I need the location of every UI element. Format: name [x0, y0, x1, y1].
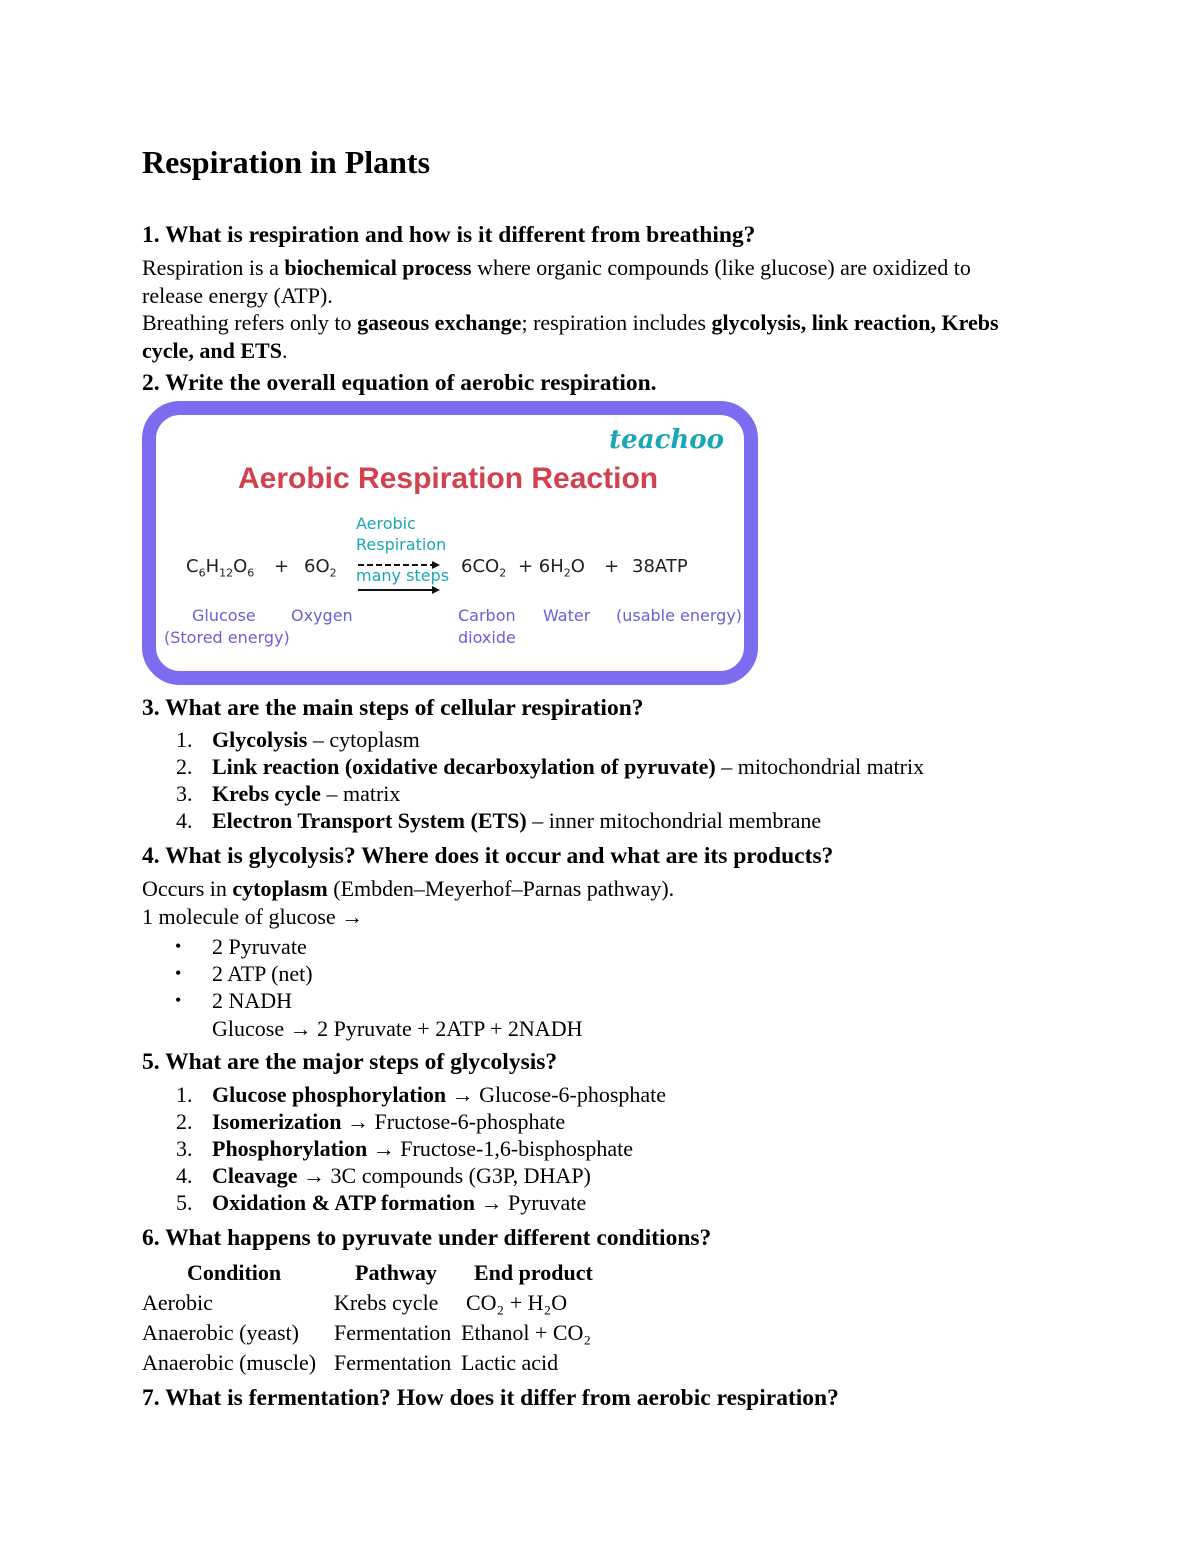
aerobic-respiration-figure — [142, 401, 758, 685]
glycolysis-equation: Glucose → 2 Pyruvate + 2ATP + 2NADH — [212, 1016, 583, 1041]
table-cell: CO₂ + H₂O — [466, 1290, 568, 1315]
question-7-heading: 7. What is fermentation? How does it differ from aerobic respiration? — [142, 1385, 839, 1411]
table-header: End product — [474, 1260, 593, 1285]
teachoo-logo: teachoo — [609, 425, 724, 455]
answer-line: Respiration is a biochemical process where organic compounds (like glucose) are oxidized to — [142, 255, 971, 280]
plus-sign: + — [274, 556, 290, 577]
table-cell: Fermentation — [334, 1350, 452, 1375]
answer-line: Occurs in cytoplasm (Embden–Meyerhof–Parnas pathway). — [142, 876, 675, 901]
question-1-answer — [142, 254, 1067, 364]
table-header: Pathway — [355, 1260, 437, 1285]
question-3-heading: 3. What are the main steps of cellular respiration? — [142, 695, 644, 721]
table-cell: Anaerobic (muscle) — [142, 1350, 317, 1375]
glucose-sub-label: (Stored energy) — [164, 628, 290, 647]
table-header: Condition — [187, 1260, 282, 1285]
carbon-dioxide-formula: $6CO_2$ — [461, 556, 507, 580]
answer-line: Breathing refers only to gaseous exchange; respiration includes glycolysis, link reaction, Krebs — [142, 310, 999, 335]
oxygen-label: Oxygen — [291, 606, 353, 625]
figure-title: Aerobic Respiration Reaction — [238, 462, 659, 495]
solid-arrow-icon — [358, 585, 440, 595]
plus-sign: + $6H_2O$ — [518, 556, 585, 580]
answer-line: 1 molecule of glucose → — [142, 903, 364, 929]
table-cell: Anaerobic (yeast) — [142, 1320, 299, 1345]
glucose-formula: $C_6H_{12}O_6$ — [186, 556, 255, 580]
question-1-heading: 1. What is respiration and how is it different from breathing? — [142, 222, 756, 248]
plus-sign: + — [604, 556, 620, 577]
question-4-answer — [142, 875, 1067, 930]
usable-energy-label: (usable energy) — [616, 606, 743, 625]
question-6-heading: 6. What happens to pyruvate under different conditions? — [142, 1225, 712, 1251]
page-title: Respiration in Plants — [142, 144, 431, 180]
glucose-label: Glucose — [192, 606, 256, 625]
table-cell: Krebs cycle — [334, 1290, 439, 1315]
table-cell: Lactic acid — [461, 1350, 559, 1375]
table-cell: Ethanol + CO₂ — [461, 1320, 592, 1345]
arrow-label-many-steps: many steps — [356, 566, 450, 585]
question-5-heading: 5. What are the major steps of glycolysis? — [142, 1049, 558, 1075]
water-label: Water — [543, 606, 591, 625]
atp-formula: 38ATP — [632, 556, 688, 577]
oxygen-formula: $6O_2$ — [304, 556, 337, 580]
table-cell: Fermentation — [334, 1320, 452, 1345]
carbon-dioxide-label: Carbon dioxide — [458, 606, 516, 647]
answer-line: release energy (ATP). — [142, 282, 333, 308]
question-4-heading: 4. What is glycolysis? Where does it occur and what are its products? — [142, 843, 834, 869]
arrow-label-aerobic: Aerobic Respiration — [356, 514, 447, 554]
answer-line: cycle, and ETS. — [142, 337, 288, 363]
question-2-heading: 2. Write the overall equation of aerobic respiration. — [142, 370, 657, 396]
table-cell: Aerobic — [142, 1290, 213, 1315]
